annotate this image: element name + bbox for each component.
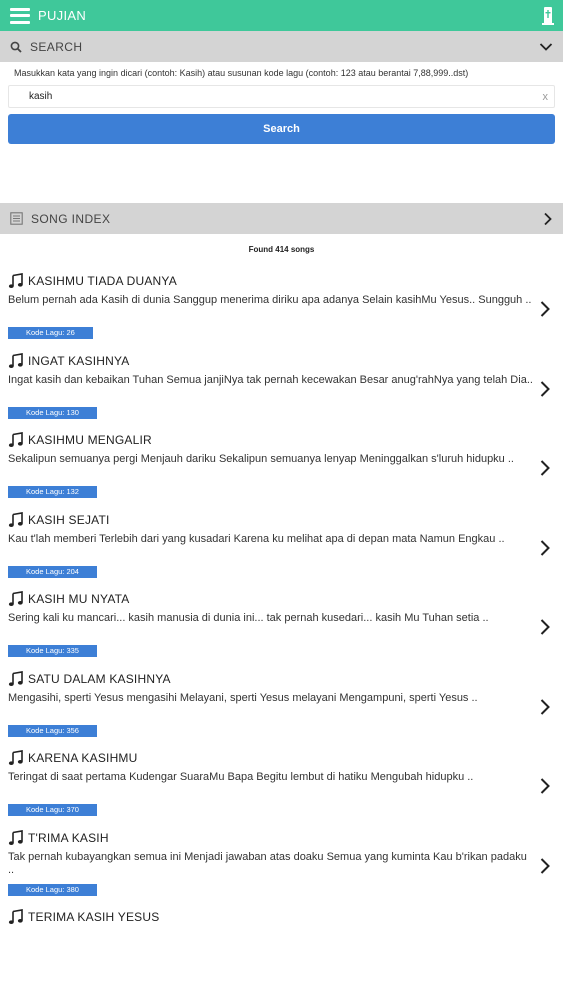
song-title — [8, 668, 535, 690]
song-title-text: KASIHMU MENGALIR — [28, 433, 152, 447]
song-list-item[interactable] — [0, 588, 563, 668]
results-count: Found 414 songs — [248, 245, 315, 254]
song-code-badge: Kode Lagu: 204 — [8, 566, 97, 578]
chevron-right-icon[interactable] — [539, 380, 551, 398]
chevron-right-icon[interactable] — [539, 857, 551, 875]
menu-icon[interactable] — [10, 8, 30, 24]
music-note-icon — [8, 909, 24, 925]
song-title-text: SATU DALAM KASIHNYA — [28, 671, 171, 686]
song-list-item[interactable] — [0, 350, 563, 430]
song-code-badge: Kode Lagu: 335 — [8, 645, 97, 657]
chevron-right-icon[interactable] — [539, 698, 551, 716]
song-code-badge: Kode Lagu: 370 — [8, 804, 97, 816]
search-section-header[interactable] — [0, 31, 563, 62]
song-title — [8, 509, 535, 531]
song-list-item[interactable] — [0, 429, 563, 509]
song-excerpt: Sekalipun semuanya pergi Menjauh dariku Sekalipun semuanya lenyap Meninggalkan s'luruh hidupku .. — [8, 453, 514, 465]
song-title-text: TERIMA KASIH YESUS — [28, 910, 160, 924]
song-list-item[interactable] — [0, 509, 563, 589]
search-section-label: SEARCH — [30, 39, 83, 54]
song-index-label: SONG INDEX — [31, 211, 111, 226]
song-title — [8, 588, 535, 610]
song-code-badge: Kode Lagu: 26 — [8, 327, 93, 339]
song-list-item[interactable] — [0, 668, 563, 748]
song-title-text: KASIH MU NYATA — [28, 592, 130, 606]
music-note-icon — [8, 591, 24, 607]
song-code-badge: Kode Lagu: 132 — [8, 486, 97, 498]
app-bar — [0, 0, 563, 31]
chevron-right-icon[interactable] — [539, 777, 551, 795]
song-title-text: KASIHMU TIADA DUANYA — [28, 274, 177, 288]
song-title — [8, 747, 535, 769]
song-title — [8, 350, 535, 372]
chevron-right-icon[interactable] — [539, 459, 551, 477]
song-excerpt: Teringat di saat pertama Kudengar SuaraMu Bapa Begitu lembut di hatiku Mengubah hidupku .. — [8, 771, 474, 783]
song-index-header[interactable] — [0, 203, 563, 234]
song-title — [8, 429, 535, 451]
chevron-right-icon[interactable] — [539, 539, 551, 557]
music-note-icon — [8, 671, 24, 687]
song-code-badge: Kode Lagu: 130 — [8, 407, 97, 419]
search-hint: Masukkan kata yang ingin dicari (contoh: Kasih) atau susunan kode lagu (contoh: 123 atau berantai 7,88,999..dst) — [14, 68, 469, 78]
song-excerpt: Tak pernah kubayangkan semua ini Menjadi jawaban atas doaku Semua yang kuminta Kau b'rikan padaku .. — [8, 850, 527, 876]
search-field[interactable] — [8, 85, 555, 108]
song-title — [8, 270, 535, 292]
search-icon — [10, 41, 22, 53]
music-note-icon — [8, 353, 24, 369]
bible-icon[interactable] — [541, 6, 555, 26]
song-code-badge: Kode Lagu: 356 — [8, 725, 97, 737]
music-note-icon — [8, 750, 24, 766]
song-list-item[interactable] — [0, 906, 563, 986]
clear-icon[interactable]: x — [542, 90, 548, 103]
song-title-text: KARENA KASIHMU — [28, 751, 138, 765]
chevron-down-icon[interactable] — [539, 42, 553, 52]
app-title: PUJIAN — [38, 8, 87, 23]
song-title-text: INGAT KASIHNYA — [28, 353, 130, 368]
song-excerpt: Kau t'lah memberi Terlebih dari yang kusadari Karena ku melihat apa di depan mata Namun Engkau .. — [8, 532, 505, 545]
song-list-item[interactable] — [0, 747, 563, 827]
song-title — [8, 906, 535, 928]
music-note-icon — [8, 830, 24, 846]
song-title — [8, 827, 535, 849]
search-button[interactable]: Search — [8, 114, 555, 144]
song-title-text: T'RIMA KASIH — [28, 830, 109, 845]
song-excerpt: Mengasihi, sperti Yesus mengasihi Melayani, sperti Yesus melayani Mengampuni, sperti Yesus .. — [8, 691, 478, 704]
search-panel — [0, 62, 563, 203]
song-excerpt: Belum pernah ada Kasih di dunia Sanggup menerima diriku apa adanya Selain kasihMu Yesus.. Sungguh .. — [8, 294, 532, 306]
list-icon — [10, 212, 23, 225]
song-excerpt: Ingat kasih dan kebaikan Tuhan Semua janjiNya tak pernah kecewakan Besar anug'rahNya yang telah Dia.. — [8, 373, 533, 386]
search-input[interactable] — [29, 91, 543, 102]
song-list-item[interactable] — [0, 827, 563, 907]
song-excerpt: Sering kali ku mancari... kasih manusia di dunia ini... tak pernah kusedari... kasih Mu Tuhan setia .. — [8, 612, 489, 624]
music-note-icon — [8, 432, 24, 448]
music-note-icon — [8, 273, 24, 289]
chevron-right-icon[interactable] — [539, 618, 551, 636]
chevron-right-icon[interactable] — [543, 212, 553, 226]
song-title-text: KASIH SEJATI — [28, 512, 110, 527]
chevron-right-icon[interactable] — [539, 300, 551, 318]
song-code-badge: Kode Lagu: 380 — [8, 884, 97, 896]
song-list — [0, 270, 563, 986]
music-note-icon — [8, 512, 24, 528]
song-list-item[interactable] — [0, 270, 563, 350]
